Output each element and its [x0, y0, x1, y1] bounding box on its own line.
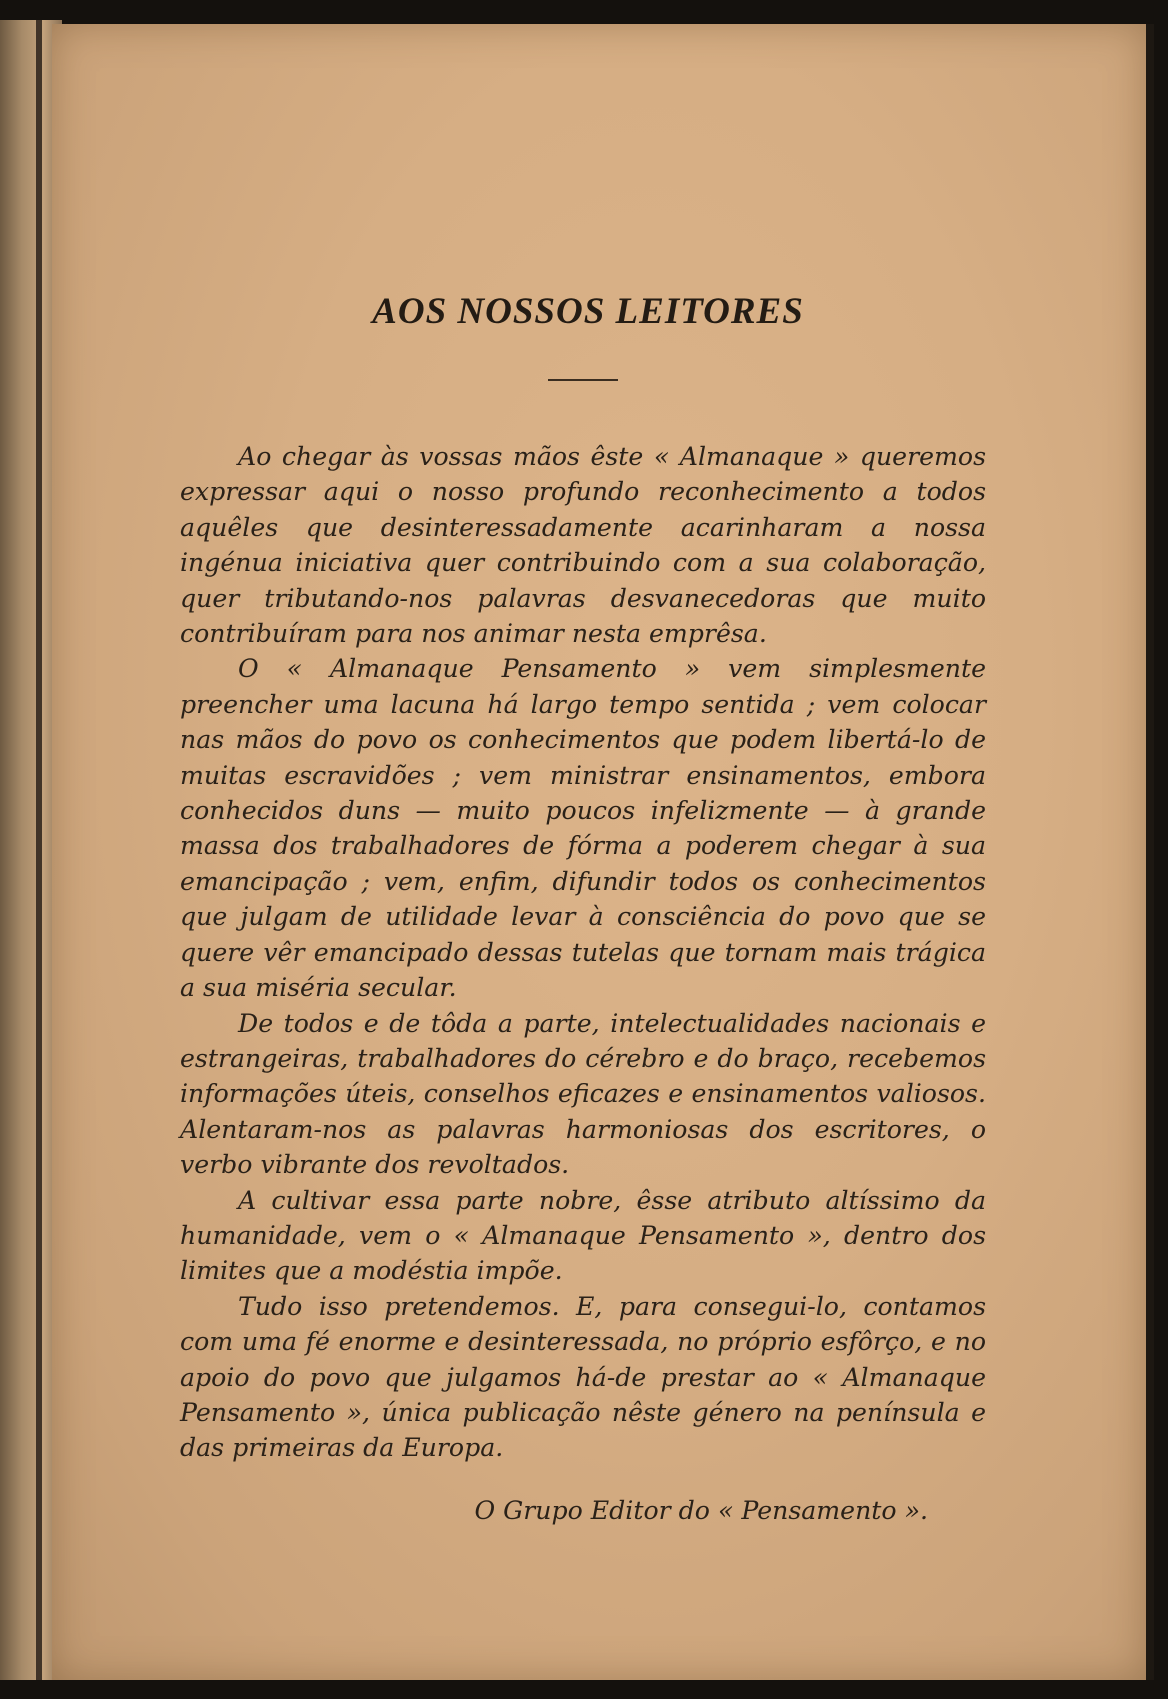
- paragraph-4: A cultivar essa parte nobre, êsse atributo altíssimo da humanidade, vem o « Almanaque Pensamento », dentro dos limites que a modéstia impõe.: [180, 1185, 986, 1286]
- title-divider: [548, 379, 618, 381]
- page-title: AOS NOSSOS LEITORES: [372, 291, 804, 332]
- spine-binding-line: [36, 20, 42, 1680]
- paragraph-5: Tudo isso pretendemos. E, para consegui-lo, contamos com uma fé enorme e desinteressada, no próprio esfôrço, e no apoio do povo que julgamos há-de prestar ao « Almanaque Pensamento », única publicação nêste género na península e das primeiras da Europa.: [180, 1291, 986, 1463]
- page-right-edge: [1146, 24, 1154, 1680]
- body-text: [180, 439, 986, 1466]
- paragraph-3: De todos e de tôda a parte, intelectualidades nacionais e estrangeiras, trabalhadores do cérebro e do braço, recebemos informações úteis, conselhos eficazes e ensinamentos valiosos. Alentaram-nos as palavras harmoniosas dos escritores, o verbo vibrante dos revoltados.: [180, 1008, 986, 1180]
- page-content: [180, 290, 986, 1525]
- paragraph-2: O « Almanaque Pensamento » vem simplesmente preencher uma lacuna há largo tempo sentida ; vem colocar nas mãos do povo os conhecimentos que podem libertá-lo de muitas escravidões ; vem ministrar ensinamentos, embora conhecidos duns — muito poucos infelizmente — à grande massa dos trabalhadores de fórma a poderem chegar à sua emancipação ; vem, enfim, difundir todos os conhecimentos que julgam de utilidade levar à consciência do povo que se quere vêr emancipado dessas tutelas que tornam mais trágica a sua miséria secular.: [180, 654, 986, 1003]
- signature: O Grupo Editor do « Pensamento ».: [474, 1495, 928, 1525]
- paragraph-1: Ao chegar às vossas mãos êste « Almanaque » queremos expressar aqui o nosso profundo reconhecimento a todos aquêles que desinteressadamente acarinharam a nossa ingénua iniciativa quer contribuindo com a sua colaboração, quer tributando-nos palavras desvanecedoras que muito contribuíram para nos animar nesta emprêsa.: [180, 442, 986, 649]
